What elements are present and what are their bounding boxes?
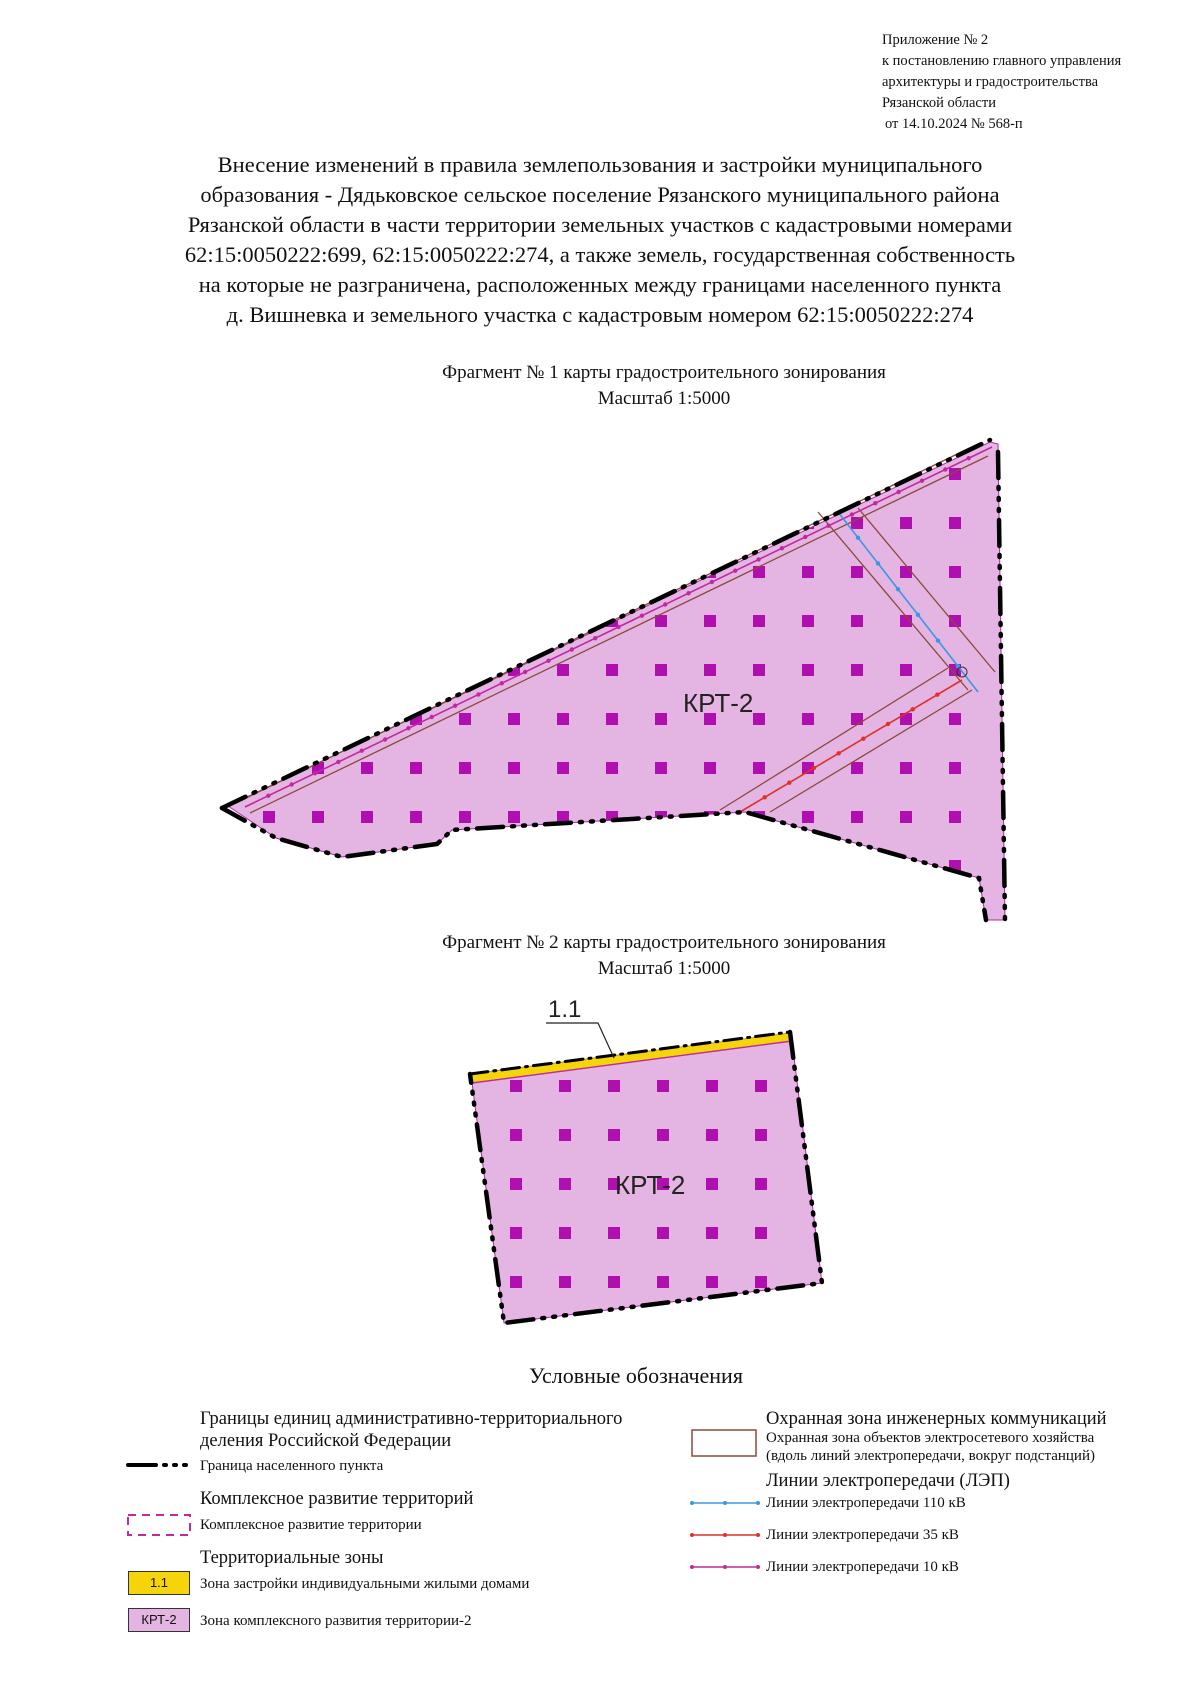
pattern-square xyxy=(706,1129,718,1141)
pattern-square xyxy=(851,762,863,774)
pattern-square xyxy=(704,762,716,774)
pattern-square xyxy=(410,615,422,627)
fragment-1-title: Фрагмент № 1 карты градостроительного зонирования xyxy=(442,362,886,383)
appendix-line: архитектуры и градостроительства xyxy=(882,74,1099,90)
legend-admin-heading-1: Границы единиц административно-территориального xyxy=(200,1409,623,1429)
pattern-square xyxy=(508,615,520,627)
appendix-line: Приложение № 2 xyxy=(882,32,989,48)
pattern-square xyxy=(706,1276,718,1288)
legend-power-110: Линии электропередачи 110 кВ xyxy=(766,1495,966,1511)
power-line-marker xyxy=(289,782,293,786)
pattern-square xyxy=(851,566,863,578)
callout-1-1-label: 1.1 xyxy=(548,996,582,1023)
pattern-square xyxy=(802,811,814,823)
pattern-square xyxy=(655,860,667,872)
pattern-square xyxy=(900,566,912,578)
pattern-square xyxy=(704,860,716,872)
legend-power-35: Линии электропередачи 35 кВ xyxy=(766,1527,959,1543)
power-line-marker xyxy=(896,490,900,494)
fragment-1-map xyxy=(0,420,1200,940)
legend-settlement-boundary: Граница населенного пункта xyxy=(200,1458,384,1474)
pattern-square xyxy=(312,860,324,872)
power-line-marker xyxy=(876,561,880,565)
pattern-square xyxy=(410,811,422,823)
pattern-square xyxy=(557,860,569,872)
pattern-square xyxy=(510,1129,522,1141)
pattern-square xyxy=(557,517,569,529)
power-line-marker xyxy=(710,580,714,584)
pattern-square xyxy=(263,517,275,529)
pattern-square xyxy=(657,1227,669,1239)
pattern-square xyxy=(753,762,765,774)
title-line: Рязанской области в части территории земельных участков с кадастровыми номерами xyxy=(187,212,1013,237)
pattern-square xyxy=(459,664,471,676)
pattern-square xyxy=(557,468,569,480)
fragment-2-title: Фрагмент № 2 карты градостроительного зонирования xyxy=(442,932,886,953)
appendix-date: от 14.10.2024 № 568-п xyxy=(885,116,1023,132)
pattern-square xyxy=(312,615,324,627)
pattern-square xyxy=(949,566,961,578)
legend-zones-heading: Территориальные зоны xyxy=(200,1548,384,1568)
pattern-square xyxy=(559,1276,571,1288)
pattern-square xyxy=(655,517,667,529)
title-line: образования - Дядьковское сельское поселение Рязанского муниципального района xyxy=(200,182,1000,207)
power-line-marker xyxy=(920,479,924,483)
pattern-square xyxy=(459,517,471,529)
legend-protect-item-2: (вдоль линий электропередачи, вокруг подстанций) xyxy=(766,1448,1095,1464)
pattern-square xyxy=(459,860,471,872)
settlement-boundary-symbol xyxy=(126,1458,196,1472)
pattern-square xyxy=(851,860,863,872)
power-line-marker xyxy=(570,647,574,651)
pattern-square xyxy=(606,468,618,480)
power-line-marker xyxy=(266,794,270,798)
pattern-square xyxy=(753,566,765,578)
krt-boundary-symbol xyxy=(126,1513,192,1537)
pattern-square xyxy=(655,664,667,676)
legend-krt-item: Комплексное развитие территории xyxy=(200,1517,422,1533)
pattern-square xyxy=(559,1178,571,1190)
title-line: Внесение изменений в правила землепользования и застройки муниципального xyxy=(217,152,983,177)
pattern-square xyxy=(900,860,912,872)
pattern-square xyxy=(508,517,520,529)
power-line-marker xyxy=(826,524,830,528)
pattern-square xyxy=(361,517,373,529)
pattern-square xyxy=(706,1080,718,1092)
pattern-square xyxy=(704,468,716,480)
pattern-square xyxy=(606,566,618,578)
power-line-marker xyxy=(850,512,854,516)
pattern-square xyxy=(608,1276,620,1288)
appendix-line: Рязанской области xyxy=(882,95,996,111)
pattern-square xyxy=(753,517,765,529)
fragment-1-caption xyxy=(300,360,1028,412)
pattern-square xyxy=(510,1227,522,1239)
pattern-square xyxy=(949,811,961,823)
pattern-square xyxy=(508,811,520,823)
power-line-marker xyxy=(886,722,890,726)
legend-krt-heading: Комплексное развитие территорий xyxy=(200,1489,474,1509)
pattern-square xyxy=(459,468,471,480)
legend-power-10: Линии электропередачи 10 кВ xyxy=(766,1559,959,1575)
fragment-2-caption xyxy=(300,930,1028,982)
power-line-marker xyxy=(546,659,550,663)
pattern-square xyxy=(755,1080,767,1092)
pattern-square xyxy=(557,762,569,774)
pattern-square xyxy=(557,664,569,676)
pattern-square xyxy=(608,1227,620,1239)
power-line-marker xyxy=(663,602,667,606)
pattern-square xyxy=(655,713,667,725)
appendix-block xyxy=(882,30,1121,135)
pattern-square xyxy=(755,1276,767,1288)
krt-2-zone-label: КРТ-2 xyxy=(683,688,754,718)
title-line: 62:15:0050222:699, 62:15:0050222:274, а также земель, государственная собственность xyxy=(184,242,1016,267)
title-line: д. Вишневка и земельного участка с кадастровым номером 62:15:0050222:274 xyxy=(226,302,974,327)
power-line-marker xyxy=(383,737,387,741)
pattern-square xyxy=(655,762,667,774)
pattern-square xyxy=(361,468,373,480)
krt-2-zone-label: КРТ-2 xyxy=(615,1170,686,1200)
pattern-square xyxy=(510,1080,522,1092)
legend-title: Условные обозначения xyxy=(529,1363,743,1388)
fragment-1-scale: Масштаб 1:5000 xyxy=(597,388,731,409)
protection-zone-symbol xyxy=(690,1428,758,1458)
power-line-marker xyxy=(360,749,364,753)
power-line-marker xyxy=(787,780,791,784)
power-line-marker xyxy=(856,536,860,540)
power-line-marker xyxy=(406,726,410,730)
power-line-marker xyxy=(313,771,317,775)
power-line-marker xyxy=(812,766,816,770)
pattern-square xyxy=(802,566,814,578)
pattern-square xyxy=(459,615,471,627)
pattern-square xyxy=(459,713,471,725)
pattern-square xyxy=(949,615,961,627)
pattern-square xyxy=(361,664,373,676)
pattern-square xyxy=(753,615,765,627)
pattern-square xyxy=(753,713,765,725)
pattern-square xyxy=(459,811,471,823)
krt-pattern xyxy=(263,468,961,872)
pattern-square xyxy=(559,1080,571,1092)
pattern-square xyxy=(361,566,373,578)
pattern-square xyxy=(753,664,765,676)
pattern-square xyxy=(802,615,814,627)
pattern-square xyxy=(312,517,324,529)
pattern-square xyxy=(263,762,275,774)
pattern-square xyxy=(706,1178,718,1190)
pattern-square xyxy=(361,615,373,627)
pattern-square xyxy=(655,468,667,480)
pattern-square xyxy=(900,517,912,529)
pattern-square xyxy=(410,566,422,578)
pattern-square xyxy=(755,1178,767,1190)
power-line-marker xyxy=(640,614,644,618)
power-110kv-symbol xyxy=(690,1497,760,1509)
pattern-square xyxy=(949,713,961,725)
pattern-square xyxy=(851,811,863,823)
pattern-square xyxy=(361,713,373,725)
pattern-square xyxy=(900,811,912,823)
legend-zone-1-1: Зона застройки индивидуальными жилыми домами xyxy=(200,1576,530,1592)
legend-protect-item-1: Охранная зона объектов электросетевого хозяйства xyxy=(766,1430,1095,1446)
pattern-square xyxy=(608,1080,620,1092)
pattern-square xyxy=(263,860,275,872)
pattern-square xyxy=(753,468,765,480)
power-line-marker xyxy=(910,707,914,711)
pattern-square xyxy=(312,713,324,725)
pattern-square xyxy=(655,566,667,578)
pattern-square xyxy=(361,860,373,872)
pattern-square xyxy=(900,762,912,774)
power-line-marker xyxy=(500,681,504,685)
pattern-square xyxy=(559,1227,571,1239)
power-line-marker xyxy=(966,456,970,460)
document-title xyxy=(100,150,1100,330)
pattern-square xyxy=(312,566,324,578)
power-line-marker xyxy=(943,467,947,471)
callout-leader xyxy=(546,1023,614,1058)
pattern-square xyxy=(608,1129,620,1141)
pattern-square xyxy=(361,762,373,774)
legend-zone-krt-2: Зона комплексного развития территории-2 xyxy=(200,1613,472,1629)
pattern-square xyxy=(657,1080,669,1092)
pattern-square xyxy=(657,1276,669,1288)
pattern-square xyxy=(706,1227,718,1239)
appendix-line: к постановлению главного управления xyxy=(882,53,1122,69)
pattern-square xyxy=(410,468,422,480)
power-line-marker xyxy=(861,736,865,740)
pattern-square xyxy=(802,664,814,676)
pattern-square xyxy=(755,1129,767,1141)
pattern-square xyxy=(557,566,569,578)
pattern-square xyxy=(704,615,716,627)
pattern-square xyxy=(755,1227,767,1239)
pattern-square xyxy=(606,860,618,872)
legend-power-heading: Линии электропередачи (ЛЭП) xyxy=(766,1471,1010,1491)
power-line-marker xyxy=(430,715,434,719)
power-line-marker xyxy=(336,760,340,764)
pattern-square xyxy=(263,713,275,725)
power-line-marker xyxy=(916,613,920,617)
power-line-marker xyxy=(836,751,840,755)
krt-zone-area xyxy=(228,442,1005,920)
pattern-square xyxy=(312,468,324,480)
pattern-square xyxy=(851,468,863,480)
pattern-square xyxy=(557,615,569,627)
legend-protect-heading: Охранная зона инженерных коммуникаций xyxy=(766,1409,1107,1429)
pattern-square xyxy=(459,566,471,578)
power-35kv-symbol xyxy=(690,1529,760,1541)
pattern-square xyxy=(606,713,618,725)
power-line-marker xyxy=(780,546,784,550)
pattern-square xyxy=(704,517,716,529)
pattern-square xyxy=(508,762,520,774)
pattern-square xyxy=(753,860,765,872)
pattern-square xyxy=(510,1276,522,1288)
pattern-square xyxy=(606,517,618,529)
pattern-square xyxy=(410,664,422,676)
pattern-square xyxy=(900,713,912,725)
power-line-marker xyxy=(733,569,737,573)
power-line-marker xyxy=(803,535,807,539)
pattern-square xyxy=(802,468,814,480)
pattern-square xyxy=(263,811,275,823)
pattern-square xyxy=(410,860,422,872)
pattern-square xyxy=(508,566,520,578)
pattern-square xyxy=(606,762,618,774)
power-line-marker xyxy=(896,587,900,591)
pattern-square xyxy=(851,713,863,725)
power-line-marker xyxy=(523,670,527,674)
pattern-square xyxy=(263,468,275,480)
fragment-2-scale: Масштаб 1:5000 xyxy=(597,958,731,979)
pattern-square xyxy=(508,860,520,872)
zone-krt-2-swatch: КРТ-2 xyxy=(128,1608,190,1632)
pattern-square xyxy=(508,713,520,725)
power-line-marker xyxy=(756,557,760,561)
power-10kv-symbol xyxy=(690,1561,760,1573)
pattern-square xyxy=(410,517,422,529)
pattern-square xyxy=(263,664,275,676)
power-line-marker xyxy=(935,692,939,696)
pattern-square xyxy=(851,664,863,676)
pattern-square xyxy=(263,615,275,627)
power-line-marker xyxy=(453,704,457,708)
power-line-marker xyxy=(936,638,940,642)
fragment-2-map xyxy=(0,996,1200,1330)
zone-1-1-swatch: 1.1 xyxy=(128,1571,190,1595)
pattern-square xyxy=(704,664,716,676)
pattern-square xyxy=(312,664,324,676)
legend-admin-heading-2: деления Российской Федерации xyxy=(200,1431,452,1451)
pattern-square xyxy=(508,468,520,480)
power-line-marker xyxy=(616,625,620,629)
pattern-square xyxy=(802,713,814,725)
pattern-square xyxy=(949,762,961,774)
power-line-marker xyxy=(476,692,480,696)
pattern-square xyxy=(361,811,373,823)
pattern-square xyxy=(900,664,912,676)
pattern-square xyxy=(312,811,324,823)
pattern-square xyxy=(949,517,961,529)
pattern-square xyxy=(606,664,618,676)
pattern-square xyxy=(459,762,471,774)
power-line-marker xyxy=(593,636,597,640)
pattern-square xyxy=(410,762,422,774)
title-line: на которые не разграничена, расположенных между границами населенного пункта xyxy=(198,272,1002,297)
power-line-marker xyxy=(873,501,877,505)
pattern-square xyxy=(851,615,863,627)
pattern-square xyxy=(557,713,569,725)
power-line-marker xyxy=(686,591,690,595)
pattern-square xyxy=(263,566,275,578)
pattern-square xyxy=(657,1129,669,1141)
pattern-square xyxy=(559,1129,571,1141)
pattern-square xyxy=(802,860,814,872)
power-line-marker xyxy=(762,795,766,799)
pattern-square xyxy=(510,1178,522,1190)
